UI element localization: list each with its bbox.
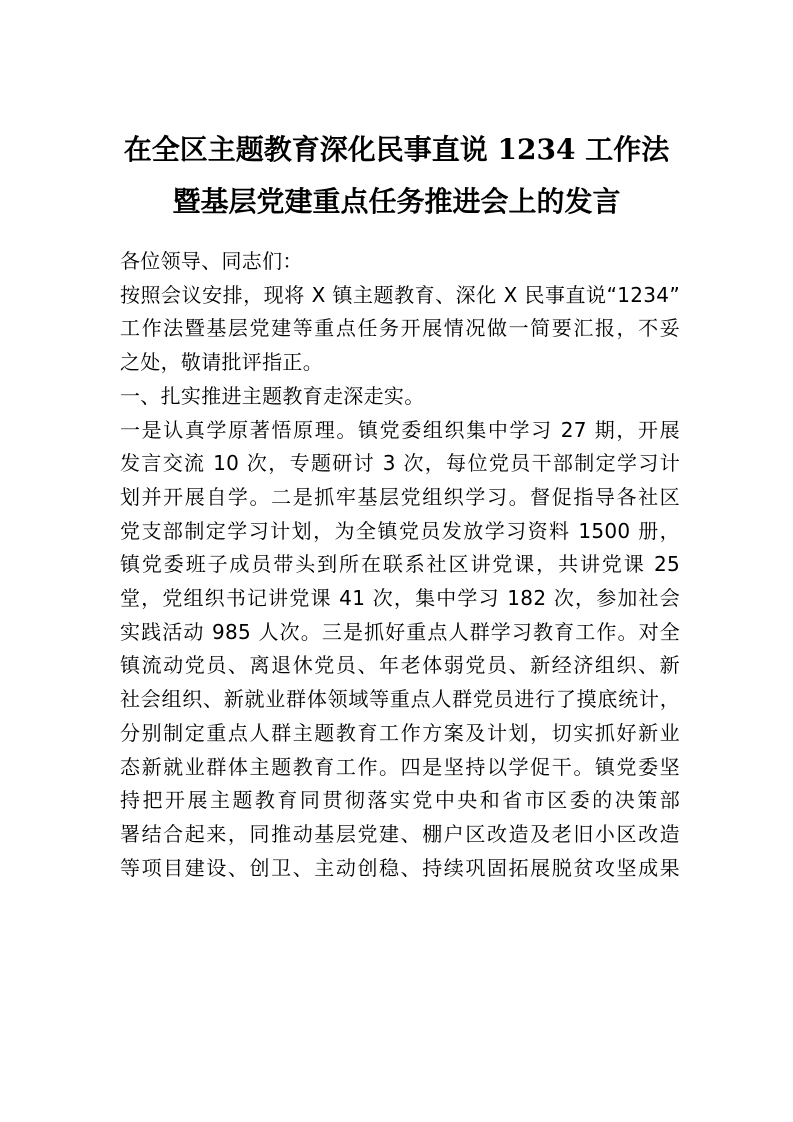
body-line-13: 署结合起来，同推动基层党建、棚户区改造及老旧小区改造 [120,821,680,846]
intro-line-2: 工作法暨基层党建等重点任务开展情况做一简要汇报，不妥 [120,316,680,341]
body-line-12: 持把开展主题教育同贯彻落实党中央和省市区委的决策部 [120,788,680,813]
body-line-8: 镇流动党员、离退休党员、年老体弱党员、新经济组织、新 [120,653,680,678]
intro-line-3: 之处，敬请批评指正。 [120,350,323,375]
body-line-3: 划并开展自学。二是抓牢基层党组织学习。督促指导各社区 [120,484,680,509]
body-line-9: 社会组织、新就业群体领域等重点人群党员进行了摸底统计， [120,687,680,712]
body-line-4: 党支部制定学习计划，为全镇党员发放学习资料 1500 册， [120,518,680,543]
salutation-line: 各位领导、同志们： [120,249,303,273]
body-line-14: 等项目建设、创卫、主动创稳、持续巩固拓展脱贫攻坚成果 [120,855,680,880]
intro-paragraph [120,279,680,380]
section-heading [120,380,680,414]
document-title [100,124,693,228]
body-line-2: 发言交流 10 次，专题研讨 3 次，每位党员干部制定学习计 [120,451,680,476]
body-line-1: 一是认真学原著悟原理。镇党委组织集中学习 27 期，开展 [120,417,680,442]
body-line-5: 镇党委班子成员带头到所在联系社区讲党课，共讲党课 25 [120,552,680,577]
title-line-1: 在全区主题教育深化民事直说 1234 工作法 [123,133,670,166]
body-line-11: 态新就业群体主题教育工作。四是坚持以学促干。镇党委坚 [120,754,680,779]
body-line-6: 堂，党组织书记讲党课 41 次，集中学习 182 次，参加社会 [120,586,680,611]
body-paragraph [120,414,680,886]
title-line-2: 暨基层党建重点任务推进会上的发言 [172,185,621,218]
body-line-7: 实践活动 985 人次。三是抓好重点人群学习教育工作。对全 [120,619,680,644]
document-body [120,245,680,885]
salutation [120,245,680,279]
section-heading-line: 一、扎实推进主题教育走深走实。 [120,383,425,408]
body-line-10: 分别制定重点人群主题教育工作方案及计划，切实抓好新业 [120,720,680,745]
intro-line-1: 按照会议安排，现将 X 镇主题教育、深化 X 民事直说“1234” [120,282,680,307]
